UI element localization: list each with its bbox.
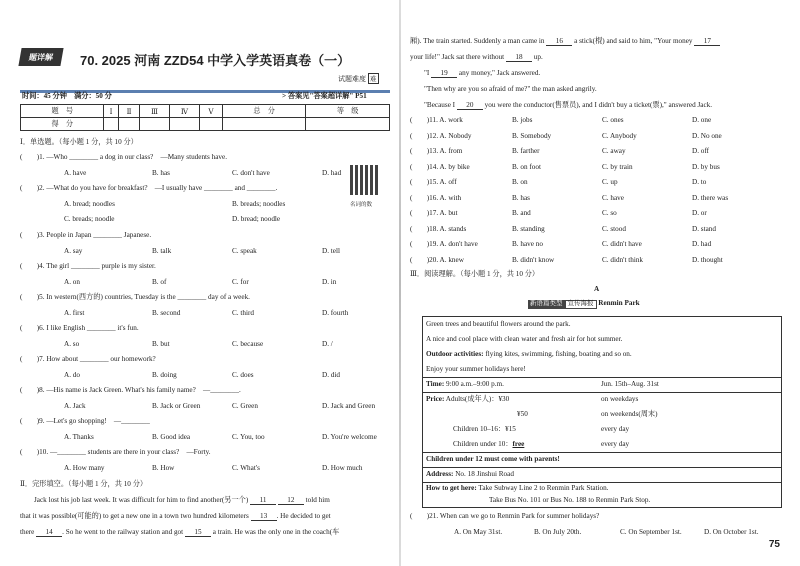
cloze-line: "I 19 any money," Jack answered. [424, 69, 541, 77]
cloze-option: D. or [692, 209, 707, 217]
cloze-question: ( )14. A. by bike [410, 162, 470, 171]
question: ( )10. —________ students are there in your class? —Forty. [20, 448, 211, 456]
question: ( )8. —His name is Jack Green. What's his family name? —________. [20, 386, 241, 394]
cloze-option: C. Anybody [602, 131, 637, 140]
qr-label: 名词的数 [350, 202, 373, 208]
new-text-type-tag: 新语篇类型 [530, 300, 563, 307]
section3-letter: A [594, 285, 600, 293]
question: ( )21. When can we go to Renmin Park for summer holidays? [410, 512, 600, 520]
cloze-option: B. jobs [512, 116, 533, 124]
cloze-option: C. didn't have [602, 240, 642, 248]
poster-tag: 宣传海报 [565, 300, 597, 309]
cloze-line: that it was possible(可能的) to get a new one in a town two hundred kilometers 13 . He decided to get [20, 512, 331, 520]
question: ( )1. —Who ________ a dog in our class? —Many students have. [20, 153, 228, 161]
cloze-question: ( )17. A. but [410, 209, 458, 217]
cloze-line: your life!" Jack sat there without 18 up. [410, 53, 543, 61]
cloze-option: D. off [692, 147, 710, 155]
cloze-line: Jack lost his job last week. It was difficult for him to find another(另一个) 11 12 told him [34, 496, 330, 504]
cloze-option: B. have no [512, 240, 543, 248]
cloze-option: D. No one [692, 131, 722, 140]
cloze-option: D. to [692, 178, 707, 186]
cloze-option: B. Somebody [512, 131, 552, 140]
section1-title: Ⅰ．单选题。（每小题 1 分，共 10 分） [20, 138, 138, 146]
score-table: 题 号 Ⅰ Ⅱ Ⅲ Ⅳ Ⅴ 总 分 等 级 得 分 [20, 104, 390, 131]
page-number: 75 [768, 539, 780, 550]
cloze-line: "Then why are you so afraid of me?" the man asked angrily. [424, 85, 597, 93]
cloze-option: C. so [602, 209, 617, 217]
cloze-question: ( )13. A. from [410, 147, 463, 155]
cloze-option: C. stood [602, 224, 626, 233]
cloze-option: C. by train [602, 162, 633, 171]
question: ( )6. I like English ________ it's fun. [20, 324, 139, 332]
exam-title: 70. 2025 河南 ZZD54 中学入学英语真卷（一） [80, 53, 351, 68]
cloze-option: D. one [692, 116, 712, 124]
cloze-question: ( )20. A. knew [410, 255, 464, 264]
answer-ref: > 答案见"答案超详解" P51 [282, 92, 367, 100]
cloze-question: ( )12. A. Nobody [410, 131, 472, 140]
cloze-option: C. away [602, 147, 626, 155]
cloze-line: there 14 . So he went to the railway station and got 15 a train. He was the only one in the coach(车 [20, 528, 340, 536]
question: ( )4. The girl ________ purple is my sister. [20, 262, 156, 270]
cloze-option: C. have [602, 193, 624, 202]
question: ( )2. —What do you have for breakfast? —I usually have ________ and ________. [20, 184, 278, 192]
cloze-option: B. on [512, 178, 528, 186]
cloze-option: C. up [602, 178, 618, 186]
cloze-option: B. has [512, 193, 530, 202]
cloze-line: 厢). The train started. Suddenly a man came in 16 a stick(棍) and said to him, "Your money 17 [410, 38, 720, 46]
cloze-question: ( )19. A. don't have [410, 240, 478, 248]
difficulty: 试题难度 难 [338, 73, 379, 84]
cloze-option: D. there was [692, 193, 729, 202]
question: ( )9. —Let's go shopping! —________ [20, 417, 150, 425]
cloze-option: D. thought [692, 255, 723, 264]
section2-title: Ⅱ．完形填空。（每小题 1 分，共 10 分） [20, 480, 148, 488]
cloze-option: D. by bus [692, 162, 720, 171]
page-fold [399, 0, 401, 566]
cloze-question: ( )16. A. with [410, 193, 462, 202]
cloze-option: C. didn't think [602, 255, 644, 264]
cloze-option: B. standing [512, 224, 545, 233]
question: ( )3. People in Japan ________ Japanese. [20, 231, 152, 239]
cloze-option: C. ones [602, 116, 624, 124]
qr-code [350, 165, 380, 195]
poster-heading: 新语篇类型 宣传海报 Renmin Park [530, 299, 640, 307]
cloze-question: ( )11. A. work [410, 116, 463, 124]
cloze-question: ( )15. A. off [410, 178, 457, 186]
cloze-option: B. and [512, 209, 531, 217]
poster-box: Green trees and beautiful flowers around the park. A nice and cool place with clean water and fresh air for hot summer. Outdoor activities: flying kites, swimming, fishing, boating and so on. Enjoy your summer holidays here! Time: 9:00 a.m.–9:00 p.m. Jun. 15th–Aug. 31st Price: Adults(成年人)：¥30 on weekdays ¥50 on weekends(周末) Children 10–16：¥15 every day Children under 10：free every day Children under 12 must come with parents! Address: No. 18 Jinshui Road How to get here: Take Subway Line 2 to Renmin Park Station. Take Bus No. 101 or Bus No. 188 to Renmin Park Stop. [422, 316, 782, 508]
right-page: 厢). The train started. Suddenly a man came in 16 a stick(棍) and said to him, "Your money 17 your life!" Jack sat there without 18 up. "I 19 any money," Jack answered. "Then why are you so afraid of me?" the man asked angrily. "Because I 20 you were the conductor(售票员), and I didn't buy a ticket(票)," answered Jack. ( )11. A. work B. jobs C. ones D. one ( )12. A. Nobody B. Somebody C. Anybody D. No one ( )13. A. from B. farther C. away D. off ( )14. A. by bike B. on foot C. by train D. by bus ( )15. A. off B. on C. up D. to ( )16. A. with B. has C. have D. there was ( )17. A. but B. and C. so D. or ( )18. A. stands B. standing C. stood D. stand ( )19. A. don't have B. have no C. didn't have D. had ( )20. A. knew B. didn't know C. didn't think D. thought Ⅲ．阅读理解。（每小题 1 分，共 10 分） A 新语篇类型 宣传海报 Renmin Park Green trees and beautiful flowers around the park. A nice and cool place with clean water and fresh air for hot summer. Outdoor activities: flying kites, swimming, fishing, boating and so on. Enjoy your summer holidays here! Time: 9:00 a.m.–9:00 p.m. Jun. 15th–Aug. 31st Price: Adults(成年人)：¥30 on weekdays ¥50 on weekends(周末) Children 10–16：¥15 every day Children under 10：free every day Children under 12 must come with parents! Address: No. 18 Jinshui Road How to get here: Take Subway Line 2 to Renmin Park Station. Take Bus No. 101 or Bus No. 188 to Renmin Park Stop. ( )21. When can we go to Renmin Park for summer holidays? A. On May 31st. B. On July 20th. C. On September 1st. D. On October 1st. 75 [410, 37, 780, 550]
cloze-option: D. had [692, 240, 712, 248]
cloze-option: D. stand [692, 224, 716, 233]
cloze-option: B. on foot [512, 162, 541, 171]
time-info: 时间：45 分钟 满分：50 分 [22, 92, 112, 100]
left-page: 题详解 70. 2025 河南 ZZD54 中学入学英语真卷（一） 试题难度 难 时间：45 分钟 满分：50 分 > 答案见"答案超详解" P51 题 号 Ⅰ Ⅱ Ⅲ Ⅳ Ⅴ 总 分 等 级 得 分 Ⅰ．单选题。（每小题 1 分，共 10 分） 名词的数 ( )1. —Who ________ a dog in our class? —Many students have. A. have B. has C. don't have D. had ( )2. —What do you have for breakfast? —I usually have ________ and ________. A. bread; noodles B. breads; noodles C. breads; noodle D. bread; noodle ( )3. People in Japan ________ Japanese. A. say B. talk C. speak D. tell ( )4. The girl ________ purple is my sister. A. on B. of C. for D. in ( )5. In western(西方的) countries, Tuesday is the ________ day of a week. A. first B. second C. third D. fourth ( )6. I like English ________ it's fun. A. so B. but C. because D. / ( )7. How about ________ our homework? A. do B. doing C. does D. did ( )8. —His name is Jack Green. What's his family name? —________. A. Jack B. Jack or Green C. Green D. Jack and Green ( )9. —Let's go shopping! —________ A. Thanks B. Good idea C. You, too D. You're welcome ( )10. —________ students are there in your class? —Forty. A. How many B. How C. What's D. How much Ⅱ．完形填空。（每小题 1 分，共 10 分） Jack lost his job last week. It was difficult for him to find another(另一个) 11 12 told him that it was possible(可能的) to get a new one in a town two hundred kilometers 13 . He decided to get there 14 . So he went to the railway station and got 15 a train. He was the only one in the coach(车 [20, 0, 390, 566]
question: ( )7. How about ________ our homework? [20, 355, 156, 363]
cloze-question: ( )18. A. stands [410, 224, 467, 233]
cloze-option: B. farther [512, 147, 540, 155]
detail-badge: 题详解 [18, 48, 63, 66]
question: ( )5. In western(西方的) countries, Tuesday is the ________ day of a week. [20, 293, 250, 301]
section3-title: Ⅲ．阅读理解。（每小题 1 分，共 10 分） [410, 270, 540, 278]
cloze-line: "Because I 20 you were the conductor(售票员), and I didn't buy a ticket(票)," answered Jack. [424, 101, 713, 109]
cloze-option: B. didn't know [512, 255, 555, 264]
